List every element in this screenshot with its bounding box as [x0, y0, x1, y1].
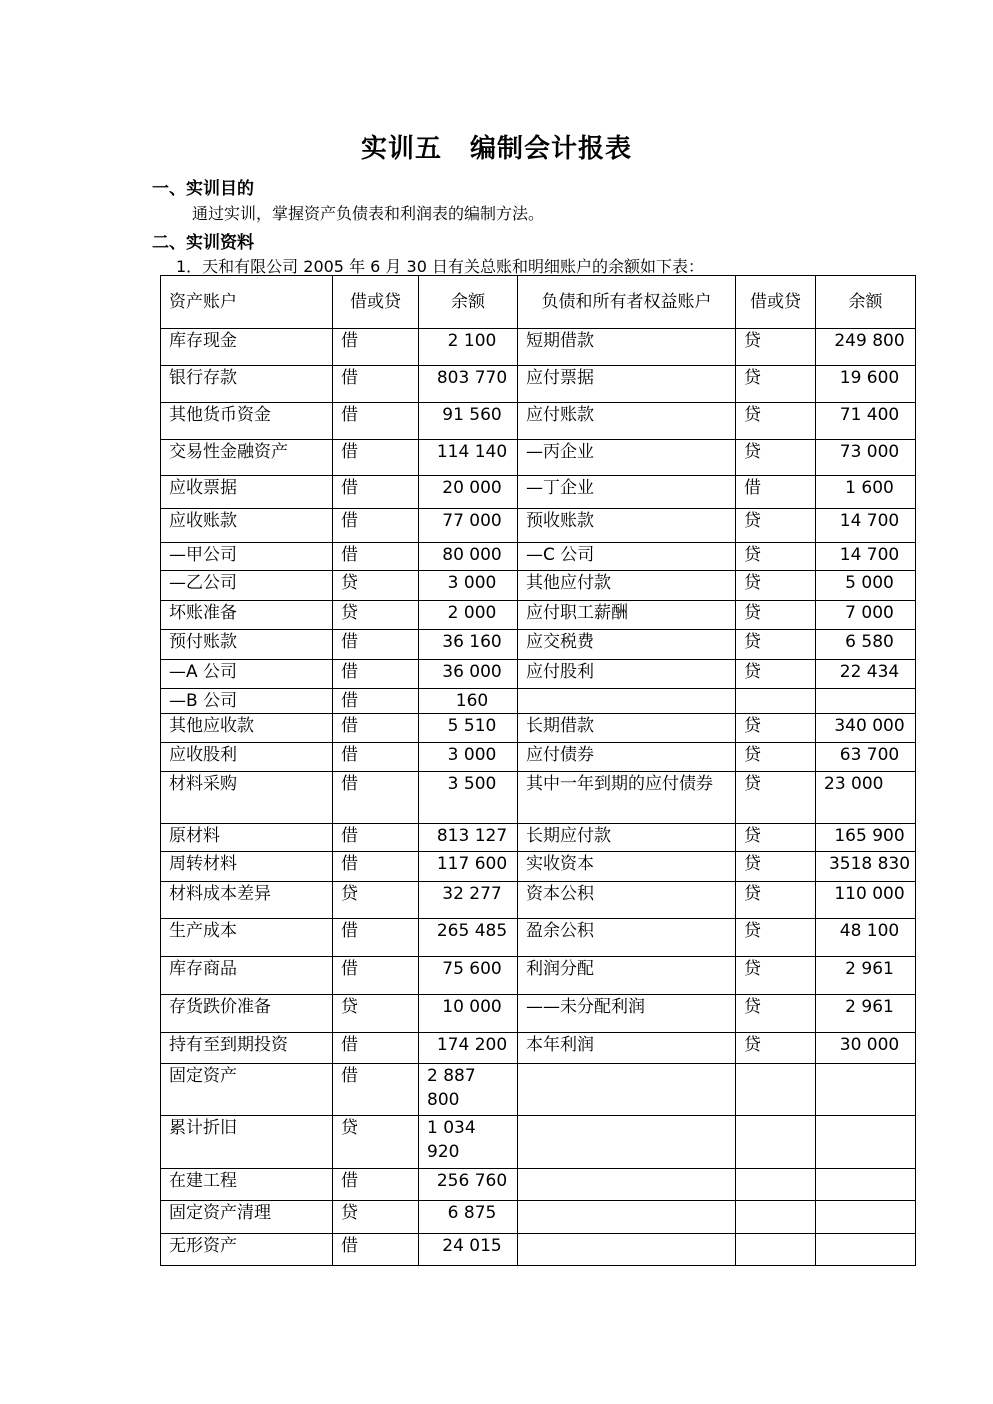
liability-dc-cell: 贷 [736, 571, 816, 601]
liability-balance-cell: 165 900 [816, 824, 916, 852]
asset-balance-cell: 256 760 [419, 1169, 518, 1201]
liability-dc-cell: 贷 [736, 403, 816, 440]
liability-dc-cell [736, 689, 816, 714]
asset-name-cell: 固定资产清理 [161, 1201, 333, 1234]
liability-name-cell: 资本公积 [518, 882, 736, 919]
asset-name-cell: 持有至到期投资 [161, 1033, 333, 1064]
liability-dc-cell: 贷 [736, 824, 816, 852]
liability-name-cell: 预收账款 [518, 509, 736, 543]
asset-dc-cell: 借 [333, 689, 419, 714]
asset-name-cell: 其他应收款 [161, 714, 333, 743]
liability-balance-cell: 340 000 [816, 714, 916, 743]
liability-balance-cell [816, 1234, 916, 1266]
page-title [0, 128, 993, 165]
liability-name-cell: 其中一年到期的应付债券 [518, 772, 736, 824]
table-row [161, 824, 916, 852]
liability-balance-cell: 48 100 [816, 919, 916, 957]
asset-balance-cell: 24 015 [419, 1234, 518, 1266]
liability-name-cell: 利润分配 [518, 957, 736, 995]
asset-name-cell: 材料采购 [161, 772, 333, 824]
table-row [161, 329, 916, 366]
liability-balance-cell: 110 000 [816, 882, 916, 919]
header-asset-account: 资产账户 [161, 276, 333, 329]
liability-balance-cell [816, 1201, 916, 1234]
liability-name-cell: 应付职工薪酬 [518, 601, 736, 630]
liability-name-cell: 长期借款 [518, 714, 736, 743]
asset-name-cell: 无形资产 [161, 1234, 333, 1266]
liability-balance-cell: 63 700 [816, 743, 916, 772]
asset-dc-cell: 借 [333, 543, 419, 571]
table-row [161, 1201, 916, 1234]
asset-dc-cell: 贷 [333, 882, 419, 919]
asset-name-cell: 生产成本 [161, 919, 333, 957]
header-liability-account: 负债和所有者权益账户 [518, 276, 736, 329]
liability-balance-cell: 30 000 [816, 1033, 916, 1064]
asset-name-cell: 固定资产 [161, 1064, 333, 1116]
table-row [161, 1169, 916, 1201]
asset-dc-cell: 借 [333, 824, 419, 852]
table-header-row [161, 276, 916, 329]
liability-dc-cell: 贷 [736, 852, 816, 882]
header-dc-2: 借或贷 [736, 276, 816, 329]
liability-dc-cell: 贷 [736, 772, 816, 824]
liability-dc-cell: 贷 [736, 601, 816, 630]
asset-dc-cell: 借 [333, 919, 419, 957]
asset-balance-cell: 77 000 [419, 509, 518, 543]
liability-name-cell: 应付账款 [518, 403, 736, 440]
liability-name-cell [518, 1201, 736, 1234]
table-row [161, 689, 916, 714]
asset-name-cell: 应收账款 [161, 509, 333, 543]
table-row [161, 1234, 916, 1266]
asset-dc-cell: 借 [333, 440, 419, 476]
table-row [161, 919, 916, 957]
asset-name-cell: 在建工程 [161, 1169, 333, 1201]
asset-balance-cell: 91 560 [419, 403, 518, 440]
asset-balance-cell: 160 [419, 689, 518, 714]
liability-name-cell: —丁企业 [518, 476, 736, 509]
liability-dc-cell [736, 1169, 816, 1201]
liability-name-cell: ——未分配利润 [518, 995, 736, 1033]
liability-balance-cell: 1 600 [816, 476, 916, 509]
asset-name-cell: 周转材料 [161, 852, 333, 882]
liability-name-cell: 短期借款 [518, 329, 736, 366]
liability-name-cell [518, 689, 736, 714]
asset-dc-cell: 借 [333, 743, 419, 772]
liability-balance-cell: 5 000 [816, 571, 916, 601]
asset-name-cell: 应收票据 [161, 476, 333, 509]
liability-balance-cell: 2 961 [816, 957, 916, 995]
asset-name-cell: —乙公司 [161, 571, 333, 601]
liability-dc-cell [736, 1116, 816, 1169]
asset-balance-cell: 36 000 [419, 660, 518, 689]
liability-name-cell: 其他应付款 [518, 571, 736, 601]
liability-balance-cell: 19 600 [816, 366, 916, 403]
asset-balance-cell: 265 485 [419, 919, 518, 957]
asset-dc-cell: 借 [333, 476, 419, 509]
asset-dc-cell: 借 [333, 714, 419, 743]
table-row [161, 882, 916, 919]
liability-dc-cell: 借 [736, 476, 816, 509]
liability-name-cell: 应付股利 [518, 660, 736, 689]
liability-dc-cell: 贷 [736, 919, 816, 957]
liability-name-cell: 应交税费 [518, 630, 736, 660]
liability-balance-cell [816, 689, 916, 714]
table-row [161, 509, 916, 543]
asset-dc-cell: 借 [333, 852, 419, 882]
asset-name-cell: —B 公司 [161, 689, 333, 714]
asset-name-cell: 库存现金 [161, 329, 333, 366]
liability-balance-cell: 3518 830 [816, 852, 916, 882]
title-part-2: 编制会计报表 [470, 134, 633, 164]
asset-balance-cell: 813 127 [419, 824, 518, 852]
liability-dc-cell: 贷 [736, 509, 816, 543]
asset-balance-cell: 32 277 [419, 882, 518, 919]
liability-balance-cell [816, 1169, 916, 1201]
liability-dc-cell: 贷 [736, 995, 816, 1033]
asset-name-cell: 原材料 [161, 824, 333, 852]
asset-name-cell: 应收股利 [161, 743, 333, 772]
header-balance-1: 余额 [419, 276, 518, 329]
liability-dc-cell: 贷 [736, 660, 816, 689]
table-body [161, 329, 916, 1266]
asset-balance-cell: 10 000 [419, 995, 518, 1033]
table-row [161, 1064, 916, 1116]
table-row [161, 601, 916, 630]
liability-name-cell: 本年利润 [518, 1033, 736, 1064]
liability-dc-cell: 贷 [736, 743, 816, 772]
asset-balance-cell: 2 000 [419, 601, 518, 630]
asset-balance-cell: 2 887 800 [419, 1064, 518, 1116]
table-row [161, 743, 916, 772]
asset-balance-cell: 36 160 [419, 630, 518, 660]
table-row [161, 440, 916, 476]
liability-dc-cell: 贷 [736, 957, 816, 995]
section1-heading: 一、实训目的 [152, 179, 254, 199]
liability-balance-cell: 23 000 [816, 772, 916, 824]
table-row [161, 957, 916, 995]
table-row [161, 660, 916, 689]
liability-balance-cell: 22 434 [816, 660, 916, 689]
table-row [161, 995, 916, 1033]
liability-name-cell [518, 1169, 736, 1201]
asset-dc-cell: 借 [333, 630, 419, 660]
asset-balance-cell: 20 000 [419, 476, 518, 509]
asset-dc-cell: 贷 [333, 995, 419, 1033]
table-row [161, 630, 916, 660]
asset-dc-cell: 借 [333, 957, 419, 995]
liability-dc-cell: 贷 [736, 1033, 816, 1064]
liability-name-cell: 实收资本 [518, 852, 736, 882]
liability-balance-cell: 14 700 [816, 543, 916, 571]
liability-name-cell: —C 公司 [518, 543, 736, 571]
section2-heading: 二、实训资料 [152, 233, 254, 253]
asset-name-cell: 材料成本差异 [161, 882, 333, 919]
asset-name-cell: 库存商品 [161, 957, 333, 995]
asset-dc-cell: 借 [333, 1064, 419, 1116]
asset-name-cell: —A 公司 [161, 660, 333, 689]
liability-name-cell [518, 1064, 736, 1116]
table-row [161, 1033, 916, 1064]
table-row [161, 772, 916, 824]
asset-balance-cell: 2 100 [419, 329, 518, 366]
liability-balance-cell: 14 700 [816, 509, 916, 543]
asset-name-cell: 预付账款 [161, 630, 333, 660]
table-row [161, 1116, 916, 1169]
table-row [161, 571, 916, 601]
asset-balance-cell: 3 500 [419, 772, 518, 824]
asset-name-cell: 其他货币资金 [161, 403, 333, 440]
asset-name-cell: —甲公司 [161, 543, 333, 571]
liability-name-cell [518, 1234, 736, 1266]
asset-dc-cell: 借 [333, 509, 419, 543]
liability-balance-cell: 73 000 [816, 440, 916, 476]
asset-dc-cell: 贷 [333, 571, 419, 601]
asset-balance-cell: 3 000 [419, 571, 518, 601]
section1-text: 通过实训，掌握资产负债表和利润表的编制方法。 [192, 204, 545, 223]
asset-dc-cell: 借 [333, 329, 419, 366]
liability-dc-cell: 贷 [736, 882, 816, 919]
asset-dc-cell: 贷 [333, 601, 419, 630]
title-part-1: 实训五 [360, 134, 442, 164]
asset-dc-cell: 借 [333, 1169, 419, 1201]
table-row [161, 476, 916, 509]
liability-balance-cell: 6 580 [816, 630, 916, 660]
liability-name-cell: 应付债券 [518, 743, 736, 772]
liability-balance-cell: 7 000 [816, 601, 916, 630]
asset-dc-cell: 借 [333, 660, 419, 689]
asset-dc-cell: 借 [333, 403, 419, 440]
header-dc-1: 借或贷 [333, 276, 419, 329]
asset-balance-cell: 803 770 [419, 366, 518, 403]
liability-dc-cell [736, 1234, 816, 1266]
asset-balance-cell: 75 600 [419, 957, 518, 995]
asset-balance-cell: 174 200 [419, 1033, 518, 1064]
asset-dc-cell: 借 [333, 366, 419, 403]
asset-name-cell: 累计折旧 [161, 1116, 333, 1169]
header-balance-2: 余额 [816, 276, 916, 329]
asset-name-cell: 交易性金融资产 [161, 440, 333, 476]
liability-name-cell [518, 1116, 736, 1169]
asset-balance-cell: 1 034 920 [419, 1116, 518, 1169]
asset-balance-cell: 80 000 [419, 543, 518, 571]
liability-dc-cell: 贷 [736, 366, 816, 403]
table-row [161, 714, 916, 743]
liability-balance-cell: 249 800 [816, 329, 916, 366]
liability-dc-cell: 贷 [736, 440, 816, 476]
liability-dc-cell [736, 1064, 816, 1116]
liability-dc-cell: 贷 [736, 543, 816, 571]
asset-dc-cell: 贷 [333, 1116, 419, 1169]
asset-balance-cell: 117 600 [419, 852, 518, 882]
table-row [161, 403, 916, 440]
intro-text: 1．天和有限公司 2005 年 6 月 30 日有关总账和明细账户的余额如下表： [176, 257, 704, 276]
balance-table [160, 275, 916, 1266]
asset-balance-cell: 3 000 [419, 743, 518, 772]
liability-name-cell: 应付票据 [518, 366, 736, 403]
asset-balance-cell: 6 875 [419, 1201, 518, 1234]
liability-name-cell: 盈余公积 [518, 919, 736, 957]
asset-name-cell: 存货跌价准备 [161, 995, 333, 1033]
asset-name-cell: 银行存款 [161, 366, 333, 403]
liability-name-cell: —丙企业 [518, 440, 736, 476]
liability-balance-cell: 71 400 [816, 403, 916, 440]
liability-dc-cell: 贷 [736, 714, 816, 743]
asset-dc-cell: 借 [333, 1033, 419, 1064]
liability-dc-cell [736, 1201, 816, 1234]
asset-dc-cell: 借 [333, 772, 419, 824]
liability-balance-cell [816, 1064, 916, 1116]
table-row [161, 852, 916, 882]
asset-balance-cell: 114 140 [419, 440, 518, 476]
liability-dc-cell: 贷 [736, 329, 816, 366]
table-row [161, 543, 916, 571]
table-row [161, 366, 916, 403]
liability-name-cell: 长期应付款 [518, 824, 736, 852]
liability-balance-cell: 2 961 [816, 995, 916, 1033]
asset-dc-cell: 贷 [333, 1201, 419, 1234]
liability-dc-cell: 贷 [736, 630, 816, 660]
liability-balance-cell [816, 1116, 916, 1169]
asset-balance-cell: 5 510 [419, 714, 518, 743]
asset-dc-cell: 借 [333, 1234, 419, 1266]
asset-name-cell: 坏账准备 [161, 601, 333, 630]
